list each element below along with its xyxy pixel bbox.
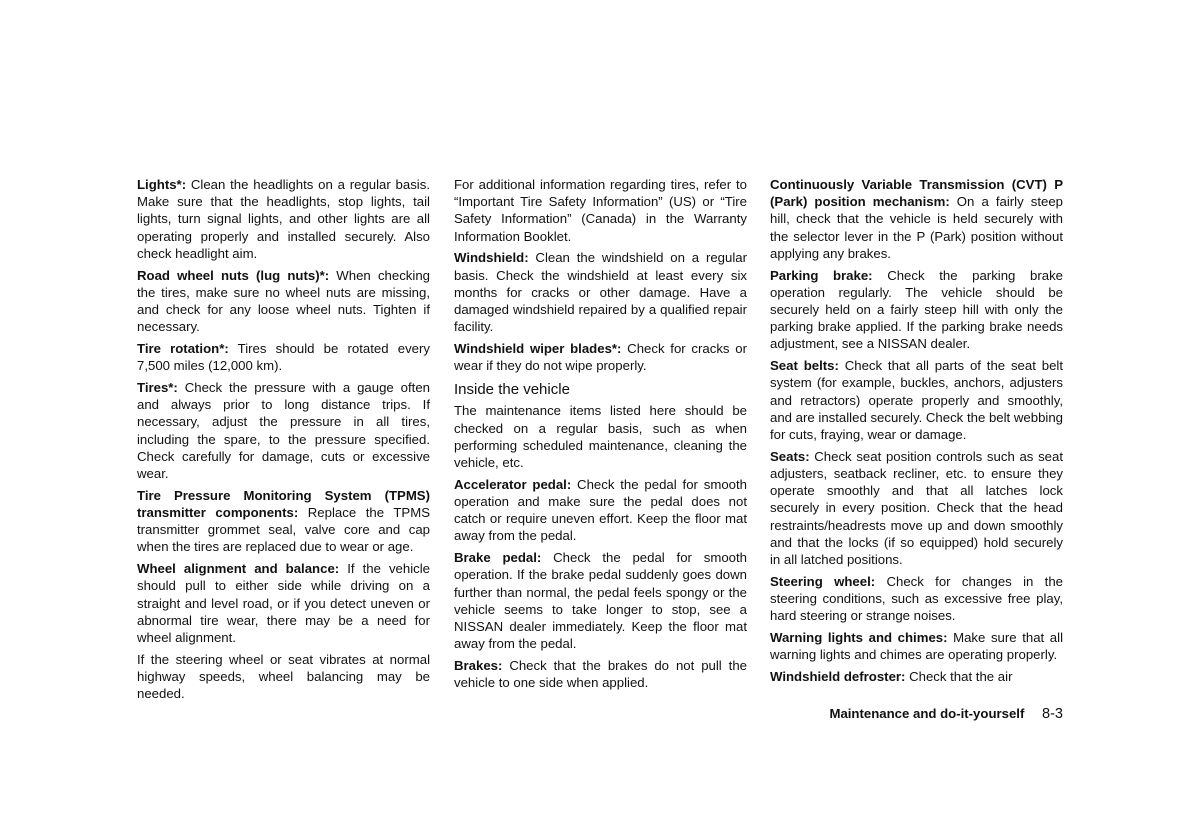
maintenance-item-text: For additional information regarding tires, refer to “Important Tire Safety Information” (US) or “Tire Safety Information” (Canada) in the Warranty Information Booklet. xyxy=(454,177,747,244)
maintenance-item-text: Check the pedal for smooth operation. If the brake pedal suddenly goes down further than normal, the pedal feels spongy or the vehicle seems to take longer to stop, see a NISSAN dealer immediately. Keep the floor mat away from the pedal. xyxy=(454,550,747,652)
maintenance-item xyxy=(137,176,430,262)
page-footer xyxy=(829,705,1063,723)
maintenance-item-term: Brakes: xyxy=(454,658,503,674)
footer-section-title: Maintenance and do-it-yourself xyxy=(829,706,1025,721)
maintenance-item xyxy=(454,176,747,245)
maintenance-item-text: Check seat position controls such as seat adjusters, seatback recliner, etc. to ensure they operate smoothly and that all latches lock securely in every position. Check that the head restraints/headrests move up and down smoothly and that the locks (if so equipped) hold securely in all latched positions. xyxy=(770,448,1063,568)
maintenance-item-text: Clean the headlights on a regular basis. Make sure that the headlights, stop lights, tail lights, turn signal lights, and other lights are all operating properly and installed securely. Also check headlight aim. xyxy=(137,177,430,261)
maintenance-item-text: When checking the tires, make sure no wheel nuts are missing, and check for any loose wheel nuts. Tighten if necessary. xyxy=(137,267,430,335)
text-column-3 xyxy=(770,176,1063,690)
maintenance-item-term: Parking brake: xyxy=(770,267,873,283)
maintenance-item-term: Tires*: xyxy=(137,380,178,396)
maintenance-item xyxy=(454,549,747,652)
maintenance-item xyxy=(137,487,430,556)
maintenance-item-text: Check for cracks or wear if they do not wipe properly. xyxy=(454,341,747,374)
maintenance-item xyxy=(137,379,430,482)
maintenance-item xyxy=(770,267,1063,353)
maintenance-item xyxy=(770,357,1063,443)
section-heading: Inside the vehicle xyxy=(454,381,570,399)
maintenance-item-term: Lights*: xyxy=(137,177,187,192)
maintenance-item-text: If the steering wheel or seat vibrates at normal highway speeds, wheel balancing may be needed. xyxy=(137,651,430,702)
maintenance-item xyxy=(770,176,1063,262)
maintenance-item xyxy=(770,573,1063,625)
maintenance-item-term: Seat belts: xyxy=(770,358,839,374)
maintenance-item xyxy=(454,402,747,471)
maintenance-item-term: Wheel alignment and balance: xyxy=(137,561,340,577)
maintenance-item xyxy=(770,629,1063,663)
maintenance-item-text: Check that all parts of the seat belt system (for example, buckles, anchors, adjusters and retractors) operate properly and smoothly, and are installed securely. Check the belt webbing for cuts, fraying, wear or damage. xyxy=(770,358,1063,443)
maintenance-item-term: Steering wheel: xyxy=(770,573,876,589)
maintenance-item-text: Replace the TPMS transmitter grommet seal, valve core and cap when the tires are replaced due to wear or age. xyxy=(137,505,430,555)
maintenance-item-text: Check the pressure with a gauge often and always prior to long distance trips. If necessary, adjust the pressure in all tires, including the spare, to the pressure specified. Check carefully for damage, cuts or excessive wear. xyxy=(137,380,430,482)
maintenance-item-term: Road wheel nuts (lug nuts)*: xyxy=(137,267,330,283)
maintenance-item-term: Brake pedal: xyxy=(454,550,542,566)
maintenance-item-term: Accelerator pedal: xyxy=(454,476,572,492)
text-column-2 xyxy=(454,176,747,696)
maintenance-item xyxy=(454,249,747,335)
maintenance-item-text: Check that the brakes do not pull the vehicle to one side when applied. xyxy=(454,658,747,691)
maintenance-item xyxy=(770,448,1063,568)
maintenance-item-term: Windshield defroster: xyxy=(770,669,906,685)
maintenance-item xyxy=(137,560,430,646)
maintenance-item-term: Windshield wiper blades*: xyxy=(454,341,622,357)
maintenance-item-text: Check that the air xyxy=(905,669,1013,685)
maintenance-item-text: Tires should be rotated every 7,500 miles (12,000 km). xyxy=(137,341,431,374)
maintenance-item xyxy=(454,657,747,691)
maintenance-item-term: Tire Pressure Monitoring System (TPMS) transmitter components: xyxy=(137,487,430,521)
maintenance-item-text: On a fairly steep hill, check that the vehicle is held securely with the selector lever in the P (Park) position without applying any brakes. xyxy=(770,194,1063,261)
maintenance-item-text: Make sure that all warning lights and chimes are operating properly. xyxy=(770,630,1064,663)
maintenance-item-term: Warning lights and chimes: xyxy=(770,630,948,646)
text-column-1 xyxy=(137,176,430,707)
maintenance-item-term: Tire rotation*: xyxy=(137,341,229,357)
maintenance-item-text: Check for changes in the steering conditions, such as excessive free play, hard steering or strange noises. xyxy=(770,573,1064,624)
maintenance-item xyxy=(137,267,430,336)
maintenance-item-term: Seats: xyxy=(770,448,810,464)
maintenance-item-term: Continuously Variable Transmission (CVT) P (Park) position mechanism: xyxy=(770,177,1063,210)
maintenance-item-term: Windshield: xyxy=(454,250,529,266)
maintenance-item xyxy=(454,476,747,545)
page-number: 8-3 xyxy=(1042,706,1063,722)
maintenance-item-text: Clean the windshield on a regular basis. Check the windshield at least every six months for cracks or other damage. Have a damaged windshield repaired by a qualified repair facility. xyxy=(454,250,747,335)
maintenance-item-text: Check the pedal for smooth operation and make sure the pedal does not catch or require uneven effort. Keep the floor mat away from the pedal. xyxy=(454,476,747,544)
maintenance-item-text: Check the parking brake operation regularly. The vehicle should be securely held on a fairly steep hill with only the parking brake applied. If the parking brake needs adjustment, see a NISSAN dealer. xyxy=(770,267,1063,352)
maintenance-item xyxy=(137,651,430,703)
maintenance-item xyxy=(137,340,430,374)
maintenance-item xyxy=(770,668,1063,685)
maintenance-item xyxy=(454,340,747,374)
maintenance-item-text: The maintenance items listed here should be checked on a regular basis, such as when performing scheduled maintenance, cleaning the vehicle, etc. xyxy=(454,403,747,471)
maintenance-item-text: If the vehicle should pull to either side while driving on a straight and level road, or if you detect uneven or abnormal tire wear, there may be a need for wheel alignment. xyxy=(137,561,431,646)
